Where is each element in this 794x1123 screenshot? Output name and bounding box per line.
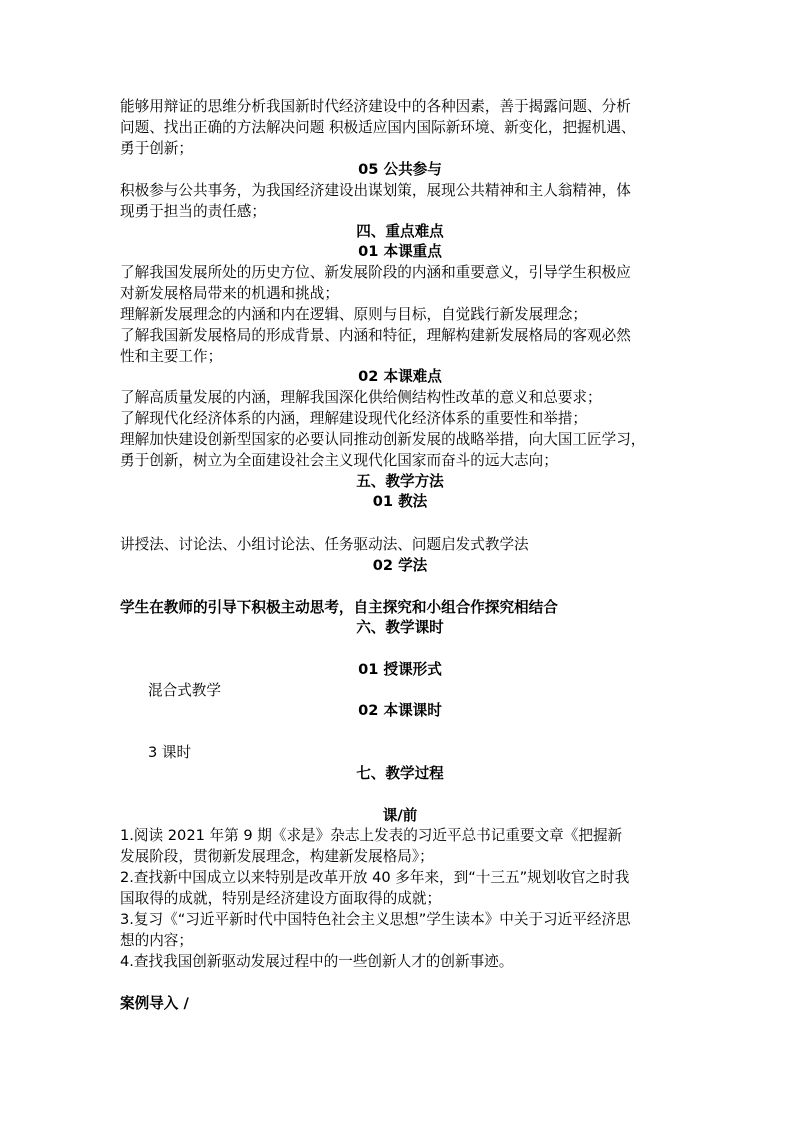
text-line: 了解我国发展所处的历史方位、新发展阶段的内涵和重要意义，引导学生积极应 [120,264,631,281]
section-heading: 五、教学方法 [356,473,444,490]
text-line: 对新发展格局带来的机遇和挑战； [120,285,339,302]
text-line: 3.复习《“习近平新时代中国特色社会主义思想”学生读本》中关于习近平经济思 [120,911,631,928]
subheading: 02 本课难点 [358,368,442,385]
text-line: 3 课时 [148,744,192,761]
text-line: 1.阅读 2021 年第 9 期《求是》杂志上发表的习近平总书记重要文章《把握新 [120,827,623,844]
text-line: 了解高质量发展的内涵，理解我国深化供给侧结构性改革的意义和总要求； [120,389,602,406]
text-line: 勇于创新； [120,140,193,157]
text-line: 混合式教学 [148,682,221,699]
subheading: 01 授课形式 [358,661,442,678]
section-heading: 七、教学过程 [356,765,444,782]
section-heading: 六、教学课时 [356,619,444,636]
subheading: 05 公共参与 [358,161,442,178]
subheading: 02 学法 [372,557,428,574]
subheading: 01 本课重点 [358,243,442,260]
subheading: 01 教法 [372,493,428,510]
text-line: 了解现代化经济体系的内涵，理解建设现代化经济体系的重要性和举措； [120,410,588,427]
text-line: 4.查找我国创新驱动发展过程中的一些创新人才的创新事迹。 [120,953,514,970]
subheading: 02 本课课时 [358,702,442,719]
text-line: 讲授法、讨论法、小组讨论法、任务驱动法、问题启发式教学法 [120,536,529,553]
text-line: 了解我国新发展格局的形成背景、内涵和特征，理解构建新发展格局的客观必然 [120,327,631,344]
text-line: 理解新发展理念的内涵和内在逻辑、原则与目标，自觉践行新发展理念； [120,306,588,323]
text-line: 能够用辩证的思维分析我国新时代经济建设中的各种因素，善于揭露问题、分析 [120,98,631,115]
subheading: 课/前 [382,807,418,824]
text-line: 国取得的成就，特别是经济建设方面取得的成就； [120,890,442,907]
text-line-bold: 学生在教师的引导下积极主动思考，自主探究和小组合作探究相结合 [120,599,558,616]
text-line: 问题、找出正确的方法解决问题 积极适应国内国际新环境、新变化，把握机遇、 [120,119,636,136]
text-line: 性和主要工作； [120,348,223,365]
text-line-bold: 案例导入 / [120,995,189,1012]
text-line: 理解加快建设创新型国家的必要认同推动创新发展的战略举措，向大国工匠学习， [120,431,646,448]
text-line: 2.查找新中国成立以来特别是改革开放 40 多年来，到“十三五”规划收官之时我 [120,869,630,886]
text-line: 勇于创新，树立为全面建设社会主义现代化国家而奋斗的远大志向； [120,452,558,469]
text-line: 发展阶段，贯彻新发展理念，构建新发展格局》； [120,848,434,865]
text-line: 想的内容； [120,932,193,949]
section-heading: 四、重点难点 [356,223,444,240]
text-line: 积极参与公共事务，为我国经济建设出谋划策，展现公共精神和主人翁精神，体 [120,182,631,199]
text-line: 现勇于担当的责任感； [120,203,266,220]
